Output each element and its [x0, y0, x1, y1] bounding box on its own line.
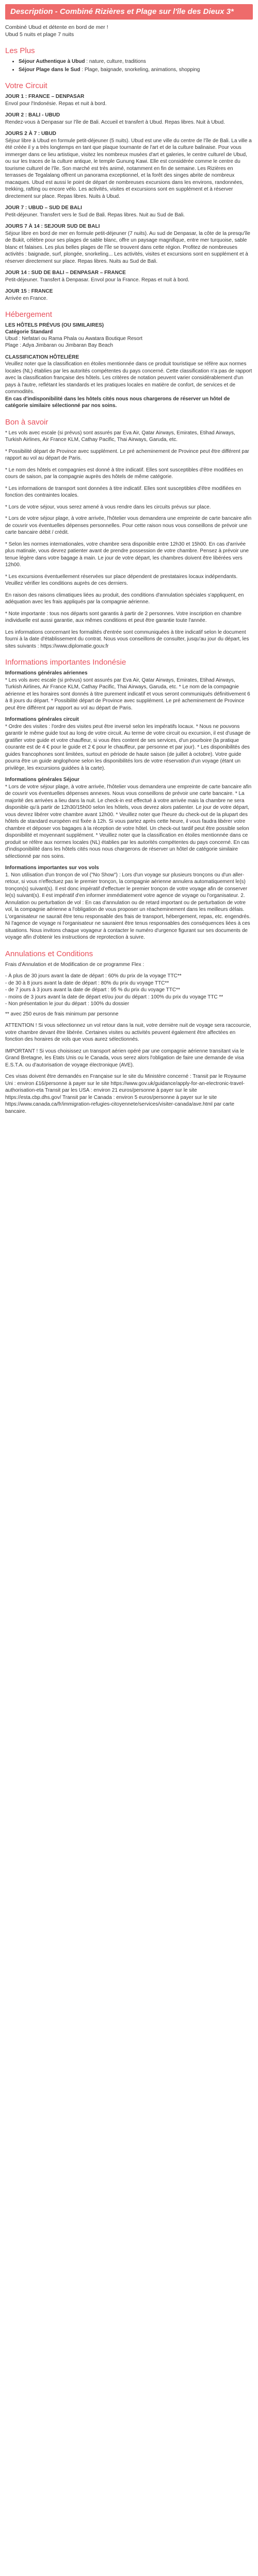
savoir-paragraph: * Lors de votre séjour plage, à votre arrivée, l'hôtelier vous demandera une empreinte de carte bancaire afin de couvrir vos éventuelles dépenses personnelles. Pour cette raison nous vous conseillons de prévoir une carte bancaire débit / crédit. — [5, 516, 252, 535]
savoir-paragraph: En raison des raisons climatiques liées au produit, des conditions d'annulation spéciales s'appliquent, en adéquation avec les frais appliqués par la compagnie aérienne. — [5, 592, 244, 605]
classification-note: En cas d'indisponibilité dans les hôtels cités nous nous chargerons de réserver un hôtel de catégorie similaire sélectionné par nos soins. — [5, 396, 230, 409]
infos-text: * Les vols avec escale (si prévus) sont assurés par Eva Air, Qatar Airways, Emirates, Etihad Airways, Turkish Airlines, Air France KLM, Cathay Pacific, Thai Airways, Garuda, etc. * Le nom de la compagnie aérienne et les horaires sont donnés à titre purement indicatif et vous seront communiqués définitivement 6 à 8 jours du départ. * Possibilité départ de Province avec supplément. Le pré acheminement de Province peut être différent par rapport au vol au départ de Paris. — [5, 677, 250, 711]
infos-item — [5, 716, 253, 772]
savoir-paragraph: * Le nom des hôtels et compagnies est donné à titre indicatif. Elles sont susceptibles d'être modifiées en cours de saison, par la compagnie auprès des hôtels de même catégorie. — [5, 467, 244, 480]
infos-item — [5, 776, 253, 860]
section-heading-plus: Les Plus — [5, 46, 35, 55]
savoir-paragraph: * Selon les normes internationales, votre chambre sera disponible entre 12h30 et 15h00. En cas d'arrivée plus matinale, vous devrez patienter avant de prendre possession de votre chambre. Pensez à prévoir une tenue légère dans votre bagage à main. Le jour de votre départ, les chambres doivent être libérées vers 12h00. — [5, 541, 249, 568]
circuit-day — [5, 205, 253, 218]
infos-title: Informations générales Séjour — [5, 777, 79, 783]
annulation-intro: Frais d'Annulation et de Modification de ce programme Flex : — [5, 961, 144, 968]
day-text: Envol pour l'Indonésie. Repas et nuit à bord. — [5, 100, 107, 107]
infos-item — [5, 670, 253, 711]
annulation-block — [5, 961, 253, 1115]
plus-item-bold: Séjour Authentique à Ubud — [19, 59, 85, 64]
classification-text — [5, 361, 253, 410]
plus-item-text: : Plage, baignade, snorkeling, animations, shopping — [80, 66, 200, 73]
infos-block — [5, 670, 253, 941]
annulation-paragraph: ATTENTION ! Si vous sélectionnez un vol retour dans la nuit, votre dernière nuit de voyage sera raccourcie, votre chambre devant être libérée. Certaines visites ou activités peuvent également être affectées en fonction des horaires de vols que vous aurez sélectionnés. — [5, 1023, 251, 1042]
infos-text: * Ordre des visites : l'ordre des visites peut être inversé selon les impératifs locaux. * Nous ne pouvons garantir le même guide tout au long de votre circuit. Au terme de votre circuit ou excursion, il est d'usage de gratifier votre guide et votre chauffeur, si vous êtes content de ses services, d'un pourboire (la pratique courante est de 4 € pour le guide et 2 € pour le chauffeur, par personne et par jour). * Les disponibilités des guides francophones sont limitées, surtout en période de haute saison (de juillet à octobre). Votre guide pourra être un guide anglophone selon les disponibilités lors de votre réservation d'un voyage (étant un privilège, les excursions guidées à la carte). — [5, 723, 251, 771]
annulation-item: - moins de 3 jours avant la date de départ et/ou jour du départ : 100% du prix du voyage TTC ** — [5, 994, 223, 1000]
savoir-block — [5, 430, 253, 650]
annulation-item: - de 30 à 8 jours avant la date de départ : 80% du prix du voyage TTC** — [5, 980, 169, 986]
annulation-list — [5, 973, 253, 1018]
annulation-item: - Non présentation le jour du départ : 100% du dossier — [5, 1001, 130, 1007]
infos-title: Informations générales aériennes — [5, 670, 88, 676]
savoir-paragraph: * Les vols avec escale (si prévus) sont assurés par Eva Air, Qatar Airways, Emirates, Etihad Airways, Turkish Airlines, Air France KLM, Cathay Pacific, Thai Airways, Garuda, etc. — [5, 430, 235, 443]
hotel-line: Ubud : Nefatari ou Rama Phala ou Awatara Boutique Resort — [5, 336, 143, 342]
circuit-day — [5, 130, 253, 200]
day-title: JOURS 2 À 7 : UBUD — [5, 131, 56, 137]
circuit-day — [5, 112, 253, 126]
section-heading-circuit: Votre Circuit — [5, 81, 47, 90]
section-heading-annulation: Annulations et Conditions — [5, 949, 93, 958]
hotel-category: Catégorie Standard — [5, 329, 53, 335]
infos-text: * Lors de votre séjour plage, à votre arrivée, l'hôtelier vous demandera une empreinte de carte bancaire afin de couvrir vos éventuelles dépenses annexes. Nous vous conseillons de prévoir une carte bancaire. * La majorité des arrivées a lieu dans la nuit. Le check-in est effectué à votre arrivée mais la chambre ne sera disponible qu'à partir de 12h30/15h00 selon les hôtels, vous devrez alors patienter. Le jour de votre départ, vous devrez libérer votre chambre avant 12h00. * Veuillez noter que l'heure du check-out de la plupart des hôtels de standard européen est fixée à 12h. Si vous partez après cette heure, il vous faudra libérer votre chambre et déposer vos bagages à la réception de votre hôtel. Un check-out tardif peut être possible selon disponibilité et moyennant supplément. * Veuillez noter que la classification en étoiles mentionnée dans ce produit se réfère aux normes locales (NL) établies par les autorités compétentes du pays concerné. En cas d'indisponibilité dans les hôtels cités nous nous chargerons de réserver un hôtel de catégorie similaire sélectionné par nos soins. — [5, 784, 252, 859]
plus-item-bold: Séjour Plage dans le Sud — [19, 66, 80, 73]
intro-line-2: Ubud 5 nuits et plage 7 nuits — [5, 31, 74, 38]
day-title: JOURS 7 À 14 : SEJOUR SUD DE BALI — [5, 224, 100, 229]
intro — [5, 24, 253, 38]
plus-list — [5, 58, 253, 73]
page — [0, 0, 258, 1130]
intro-line-1: Combiné Ubud et détente en bord de mer ! — [5, 24, 108, 30]
savoir-paragraph: * Lors de votre séjour, vous serez amené à vous rendre dans les circuits prévus sur place. — [5, 504, 211, 510]
day-title: JOUR 7 : UBUD – SUD DE BALI — [5, 205, 82, 211]
day-title: JOUR 1 : FRANCE – DENPASAR — [5, 94, 85, 99]
hotel-block — [5, 322, 253, 349]
annulation-paragraph: IMPORTANT ! Si vous choisissez un transport aérien opéré par une compagnie aérienne transitant via le Grand Bretagne, les Etats Unis ou le Canada, vous serez alors l'obligation de faire une demande de visa E.S.T.A. ou d'autorisation de voyage électronique (AVE). — [5, 1048, 245, 1068]
page-title: Description - Combiné Rizières et Plage sur l'île des Dieux 3* — [10, 7, 234, 16]
day-text: Séjour libre en bord de mer en formule petit-déjeuner (7 nuits). Au sud de Denpasar, la côte de la presqu'île de Bukit, célèbre pour ses plages de sable blanc, offre un paysage magnifique, entre mer turquoise, sable blanc et falaises. Les plus belles plages de l'île se trouvent dans cette région. Profitez de nombreuses activités : baignade, surf, plongée, snorkeling... Les activités, visites et excursions sont en supplément et à réserver directement sur place. Repas libres. Nuits au Sud de Bali. — [5, 230, 250, 264]
savoir-paragraph: * Les excursions éventuellement réservées sur place dépendent de prestataires locaux indépendants. Veuillez vérifier les conditions auprès de ces derniers. — [5, 573, 238, 586]
circuit-days — [5, 93, 253, 302]
savoir-paragraph: * Note importante : tous nos départs sont garantis à partir de 2 personnes. Votre inscription en chambre individuelle est aussi garantie, aux mêmes conditions et peut être garantie toute l'année. — [5, 611, 242, 623]
day-text: Arrivée en France. — [5, 295, 48, 301]
page-title-banner — [5, 4, 253, 20]
section-heading-infos: Informations importantes Indonésie — [5, 658, 126, 667]
circuit-day — [5, 93, 253, 107]
classification-title: CLASSIFICATION HÔTELIÈRE — [5, 354, 79, 360]
infos-title: Informations générales circuit — [5, 717, 79, 722]
hotel-line: Plage : Adya Jimbaran ou Jimbaran Bay Beach — [5, 343, 114, 348]
circuit-day — [5, 269, 253, 283]
savoir-paragraph: * Les informations de transport sont données à titre indicatif. Elles sont susceptibles d'être modifiées en fonction des contraintes locales. — [5, 485, 241, 498]
annulation-item: ** avec 250 euros de frais minimum par personne — [5, 1011, 119, 1017]
plus-item-text: : nature, culture, traditions — [85, 59, 146, 64]
section-heading-hebergement: Hébergement — [5, 310, 52, 319]
savoir-paragraph: * Possibilité départ de Province avec supplément. Le pré acheminement de Province peut être différent par rapport au vol au départ de Paris. — [5, 448, 249, 461]
day-text: Rendez-vous à Denpasar sur l'île de Bali. Accueil et transfert à Ubud. Repas libres. Nuit à Ubud. — [5, 119, 225, 125]
annulation-paragraph: Ces visas doivent être demandés en Française sur le site du Ministère concerné : Transit par le Royaume Uni : environ £16/personne à payer sur le site https://www.gov.uk/guidance/apply-for-an-electronic-travel-authorisation-eta Transit par les USA : environ 21 euros/personne à payer sur le site https://esta.cbp.dhs.gov/ Transit par le Canada : environ 5 euros/personne à payer sur le site https://www.canada.ca/fr/immigration-refugies-citoyennete/services/visiter-canada/ave.html par carte bancaire. — [5, 1074, 246, 1114]
savoir-paragraph: Les informations concernant les formalités d'entrée sont communiquées à titre indicatif selon le document fourni à la date d'établissement du contrat. Nous vous conseillons de consulter, jusqu'au jour du départ, les sites suivants : https://www.diplomatie.gouv.fr — [5, 629, 249, 649]
circuit-day — [5, 223, 253, 265]
section-heading-savoir: Bon à savoir — [5, 417, 49, 427]
day-title: JOUR 14 : SUD DE BALI – DENPASAR – FRANCE — [5, 270, 126, 276]
infos-title: Informations importantes sur vos vols — [5, 865, 99, 871]
day-title: JOUR 15 : FRANCE — [5, 289, 53, 294]
day-text: Séjour libre à Ubud en formule petit-déjeuner (5 nuits). Ubud est une ville du centre de l'île de Bali. La ville a été créée il y a très longtemps en tant que plaque tournante de l'art et de la culture balinaise. Pour vous immerger dans ce lieu artistique, visitez les nombreux musées d'art et galeries, le centre culturel de Ubud, ou sur les traces de la culture antique, le temple Gunung Kawi. Elle est considérée comme le centre du tourisme culturel de l'île. Son marché est très animé, notamment en fin de semaine. Les Rizières en terrasses de Tegalalang offrent un panorama exceptionnel, et la forêt des singes abrite de nombreux macaques. Ubud est aussi le point de départ de nombreuses excursions dans les environs, randonnées, trekking, rafting ou encore vélo. Les activités, visites et excursions sont en supplément et à réserver directement sur place. Repas libres. Nuits à Ubud. — [5, 138, 252, 199]
day-text: Petit-déjeuner. Transfert vers le Sud de Bali. Repas libres. Nuit au Sud de Bali. — [5, 212, 185, 218]
plus-item — [19, 58, 253, 65]
annulation-item: - À plus de 30 jours avant la date de départ : 60% du prix de la voyage TTC** — [5, 973, 182, 979]
annulation-item: - de 7 jours à 3 jours avant la date de départ : 95 % du prix du voyage TTC** — [5, 987, 180, 993]
classification-body: Veuillez noter que la classification en étoiles mentionnée dans ce produit touristique se réfère aux normes locales (NL) établies par les autorités compétentes du pays concerné. Cette classification n'a pas de rapport avec la classification française des hôtels. Les critères de notation peuvent varier considérablement d'un pays à l'autre, reflétant les standards et les pratiques locales en matière de confort, de services et de commodités. — [5, 361, 252, 395]
infos-text: 1. Non utilisation d'un tronçon de vol ("No Show") : Lors d'un voyage sur plusieurs tronçons ou d'un aller-retour, si vous n'effectuez pas le premier tronçon, la compagnie aérienne annulera automatiquement le(s) tronçon(s) suivant(s). Il est donc impératif d'effectuer le premier tronçon de votre voyage afin de conserver le(s) suivant(s). Il est impératif d'en informer immédiatement votre agence de voyage ou l'organisateur. 2. Annulation ou perturbation de vol : En cas d'annulation ou de retard important ou de perturbation de votre vol, la compagnie aérienne a l'obligation de vous proposer un réacheminement dans les meilleurs délais. L'organisateur ne saurait être tenu responsable des frais de transport, hébergement, repas, etc. engendrés. Ni l'agence de voyage ni l'organisateur ne sauraient être tenus responsables des conséquences liées à ces situations. Nous invitons chaque voyageur à contacter le numéro d'urgence figurant sur ses documents de voyage afin d'obtenir les instructions de reprotection à suivre. — [5, 872, 251, 940]
day-title: JOUR 2 : BALI - UBUD — [5, 112, 60, 118]
infos-item — [5, 865, 253, 941]
hotels-title: LES HÔTELS PRÉVUS (OU SIMILAIRES) — [5, 323, 104, 328]
day-text: Petit-déjeuner. Transfert à Denpasar. Envol pour la France. Repas et nuit à bord. — [5, 277, 189, 283]
plus-item — [19, 66, 253, 74]
circuit-day — [5, 288, 253, 302]
